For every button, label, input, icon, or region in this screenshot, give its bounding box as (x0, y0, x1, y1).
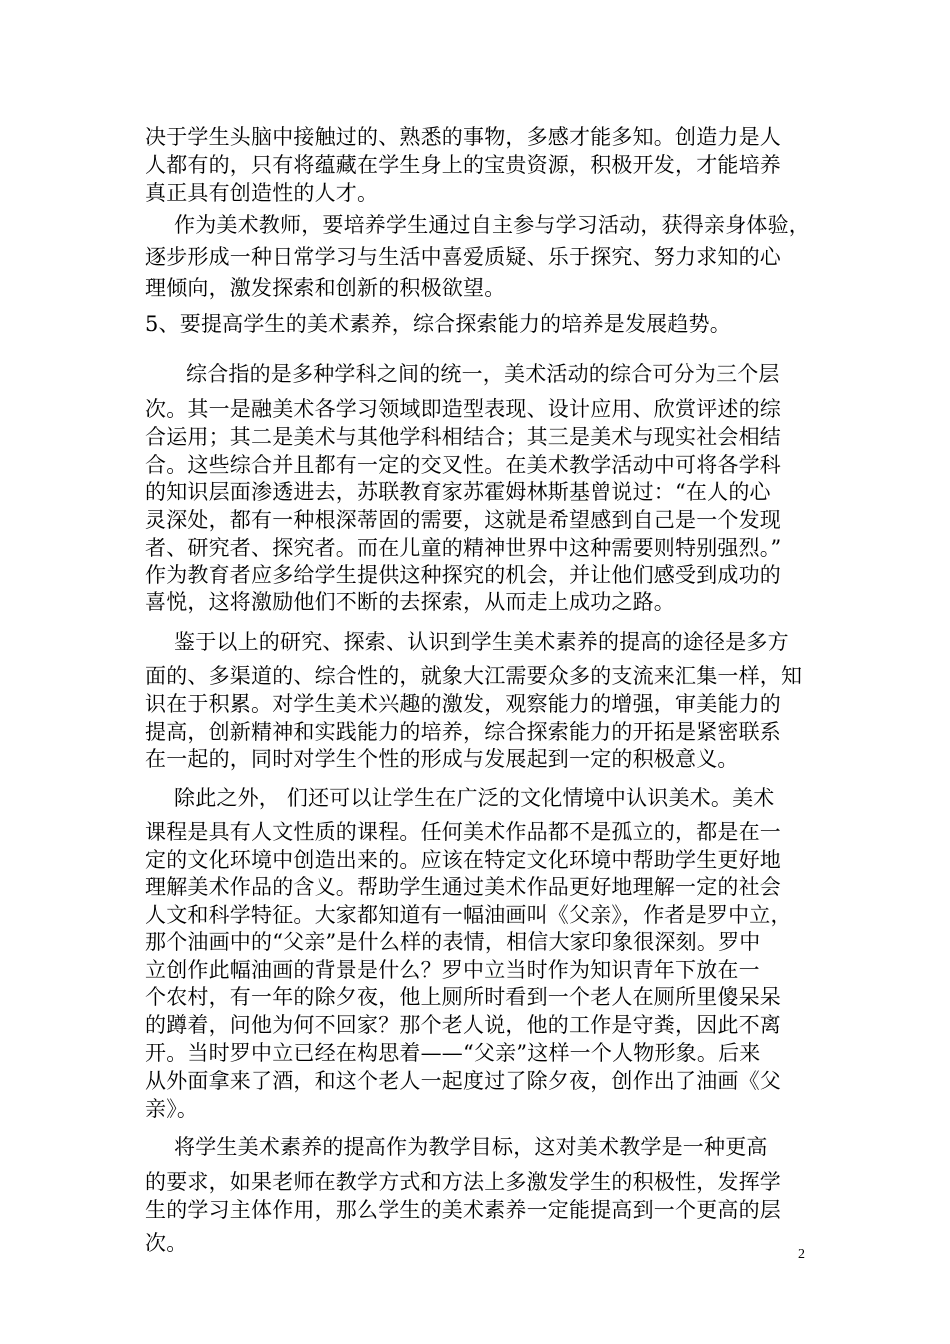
text-line: 鉴于以上的研究、探索、认识到学生美术素养的提高的途径是多方 (174, 630, 789, 654)
page-number: 2 (798, 1247, 805, 1262)
text-line: 理倾向，激发探索和创新的积极欲望。 (145, 276, 506, 300)
text-line: 亲》。 (145, 1097, 199, 1121)
text-line: 除此之外， 们还可以让学生在广泛的文化情境中认识美术。美术 (174, 786, 775, 810)
text-line: 定的文化环境中创造出来的。应该在特定文化环境中帮助学生更好地 (145, 848, 781, 872)
text-line: 在一起的，同时对学生个性的形成与发展起到一定的积极意义。 (145, 747, 739, 771)
text-line: 人都有的，只有将蕴藏在学生身上的宝贵资源，积极开发，才能培养 (145, 153, 781, 177)
text-line: 的要求，如果老师在教学方式和方法上多激发学生的积极性，发挥学 (145, 1170, 781, 1194)
text-line: 真正具有创造性的人才。 (145, 181, 379, 205)
text-line: 将学生美术素养的提高作为教学目标，这对美术教学是一种更高 (174, 1135, 768, 1159)
text-line: 者、研究者、探究者。而在儿童的精神世界中这种需要则特别强烈。” (145, 536, 782, 560)
text-line: 喜悦，这将激励他们不断的去探索，从而走上成功之路。 (145, 590, 675, 614)
text-line: 个农村，有一年的除夕夜，他上厕所时看到一个老人在厕所里傻呆呆 (145, 985, 781, 1009)
text-line: 从外面拿来了酒，和这个老人一起度过了除夕夜，创作出了油画《父 (145, 1069, 781, 1093)
text-line: 灵深处，都有一种根深蒂固的需要，这就是希望感到自己是一个发现 (145, 508, 781, 532)
text-line: 次。 (145, 1231, 188, 1255)
text-line: 决于学生头脑中接触过的、熟悉的事物，多感才能多知。创造力是人 (145, 125, 781, 149)
text-line: 的知识层面渗透进去，苏联教育家苏霍姆林斯基曾说过：“在人的心 (145, 480, 771, 504)
text-line: 课程是具有人文性质的课程。任何美术作品都不是孤立的，都是在一 (145, 820, 781, 844)
text-line: 那个油画中的“父亲”是什么样的表情，相信大家印象很深刻。罗中 (145, 930, 761, 954)
text-line: 逐步形成一种日常学习与生活中喜爱质疑、乐于探究、努力求知的心 (145, 245, 781, 269)
text-line: 生的学习主体作用，那么学生的美术素养一定能提高到一个更高的层 (145, 1198, 781, 1222)
text-line: 综合指的是多种学科之间的统一，美术活动的综合可分为三个层 (186, 362, 780, 386)
section-heading: 5、要提高学生的美术素养，综合探索能力的培养是发展趋势。 (145, 312, 731, 336)
text-line: 作为教育者应多给学生提供这种探究的机会，并让他们感受到成功的 (145, 563, 781, 587)
text-line: 提高，创新精神和实践能力的培养，综合探索能力的开拓是紧密联系 (145, 720, 781, 744)
text-line: 理解美术作品的含义。帮助学生通过美术作品更好地理解一定的社会 (145, 875, 781, 899)
text-line: 识在于积累。对学生美术兴趣的激发，观察能力的增强，审美能力的 (145, 692, 781, 716)
text-line: 开。当时罗中立已经在构思着——“父亲”这样一个人物形象。后来 (145, 1041, 761, 1065)
text-line: 立创作此幅油画的背景是什么？罗中立当时作为知识青年下放在一 (145, 958, 760, 982)
text-line: 的蹲着，问他为何不回家？那个老人说，他的工作是守粪，因此不离 (145, 1013, 781, 1037)
text-line: 人文和科学特征。大家都知道有一幅油画叫《父亲》，作者是罗中立， (145, 903, 792, 927)
text-line: 合运用；其二是美术与其他学科相结合；其三是美术与现实社会相结 (145, 425, 781, 449)
text-line: 作为美术教师，要培养学生通过自主参与学习活动，获得亲身体验， (174, 213, 810, 237)
text-line: 合。这些综合并且都有一定的交叉性。在美术教学活动中可将各学科 (145, 453, 781, 477)
text-line: 次。其一是融美术各学习领域即造型表现、设计应用、欣赏评述的综 (145, 397, 781, 421)
text-line: 面的、多渠道的、综合性的，就象大江需要众多的支流来汇集一样，知 (145, 664, 803, 688)
